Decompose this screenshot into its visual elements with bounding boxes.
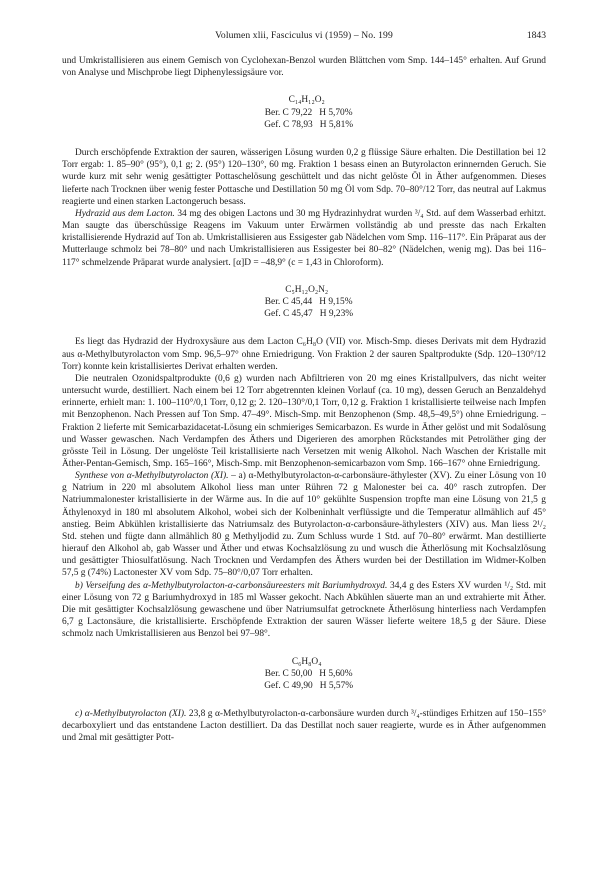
analysis-formula	[62, 82, 546, 143]
analysis-formula	[62, 272, 546, 333]
compound-formula: C₆H₈O₄	[291, 656, 322, 667]
paragraph-text: 34,4 g des Esters XV wurden ¹/₂ Std. mit einer Lösung von 72 g Bariumhydroxyd in 185 ml Wasser gekocht. Nach Abkühlen säuerte man an und extrahierte mit Äther. Die mit gesättigter Kochsalzlösung gewaschene und über Natriumsulfat getrocknete Ätherlösung hinterliess nach Verdampfen 6,7 g Lactonsäure, die kristallisierte. Erschöpfende Extraktion der sauren Wässer lieferte weitere 18,5 g der Säure. Diese schmolz nach Umkristallisieren aus Benzol bei 97–98°.	[62, 580, 547, 640]
calculated-values: Ber. C 79,22 H 5,70%	[264, 107, 353, 118]
analysis-formula	[62, 643, 546, 704]
paragraph-text: 23,8 g α-Methylbutyrolacton-α-carbonsäure wurden durch ³/₄-stündiges Erhitzen auf 150–155° decarboxyliert und das entstandene Lacton destilliert. Da das Destillat noch sauer reagierte, wurde es in Äther aufgenommen und 2mal mit gesättigter Pott-	[62, 709, 546, 744]
page-header	[62, 30, 546, 42]
paragraph-methylbutyrolacton	[62, 708, 546, 744]
found-values: Gef. C 49,90 H 5,57%	[264, 680, 354, 691]
paragraph-hydroxysaeure: Es liegt das Hydrazid der Hydroxysäure aus dem Lacton C₆H₈O (VII) vor. Misch-Smp. dieses Derivats mit dem Hydrazid aus α-Methylbutyrolacton vom Smp. 96,5–97° ohne Erniedrigung. Von Fraktion 2 der sauren Spaltprodukte (Sdp. 120–130°/12 Torr) konnte kein kristallisiertes Derivat erhalten werden.	[62, 337, 546, 372]
paragraph-verseifung	[62, 580, 546, 641]
section-lead: c) α-Methylbutyrolacton (XI).	[75, 709, 187, 720]
paragraph-text: – a) α-Methylbutyrolacton-α-carbonsäure-äthylester (XV). Zu einer Lösung von 10 g Natrium in 220 ml absolutem Alkohol liess man unter Rühren 72 g Malonester bei ca. 40° rasch zutropfen. Der Natriummalonester kristallisierte in der Wärme aus. In die auf 10° gekühlte Suspension tropfte man eine Lösung von 21,5 g Äthylenoxyd in 180 ml absolutem Alkohol, wobei sich der Kolbeninhalt verflüssigte und die Temperatur allmählich auf 45° anstieg. Beim Abkühlen kristallisierte das Natriumsalz des Butyrolacton-α-carbonsäure-äthylesters (XIV) aus. Man liess 2¹/₂ Std. stehen und fügte dann allmählich 80 g Methyljodid zu. Zum Schluss wurde 1 Std. auf 70–80° erwärmt. Man destillierte hierauf den Alkohol ab, gab Wasser und Äther und etwas Kochsalzlösung zu und wusch die Ätherlösung mit Kochsalzlösung und gesättigter Thiosulfatlösung. Nach Trocknen und Verdampfen des Äthers wurden bei der Destillation im Widmer-Kolben 57,5 g (74%) Lactonester XV vom Sdp. 75–80°/0,07 Torr erhalten.	[62, 471, 547, 579]
calculated-values: Ber. C 45,44 H 9,15%	[264, 296, 353, 307]
paragraph-intro: und Umkristallisieren aus einem Gemisch von Cyclohexan-Benzol wurden Blättchen vom Smp. 144–145° erhalten. Auf Grund von Analyse und Mischprobe liegt Diphenylessigsäure vor.	[62, 56, 546, 79]
found-values: Gef. C 45,47 H 9,23%	[264, 309, 354, 320]
section-lead: Hydrazid aus dem Lacton.	[75, 208, 175, 219]
compound-formula: C₅H₁₂O₂N₂	[285, 284, 329, 295]
compound-formula: C₁₄H₁₂O₂	[288, 95, 325, 106]
paragraph-text: 34 mg des obigen Lactons und 30 mg Hydrazinhydrat wurden ³/₄ Std. auf dem Wasserbad erhitzt. Man saugte das überschüssige Reagens im Vakuum unter Erwärmen vollständig ab und presste das nach Erkalten kristallisierende Hydrazid auf Ton ab. Umkristallisieren aus Essigester gab Nädelchen vom Smp. 116–117°. Ein Präparat aus der Mutterlauge schmolz bei 78–80° und nach Umkristallisieren aus Essigester bei 80–82° (Nädelchen, wenig mg). Das bei 116–117° schmelzende Präparat wurde analysiert. [α]D = –48,9° (c = 1,43 in Chloroform).	[62, 208, 546, 268]
section-lead: b) Verseifung des α-Methylbutyrolacton-α-carbonsäureesters mit Bariumhydroxyd.	[75, 580, 388, 591]
calculated-values: Ber. C 50,00 H 5,60%	[264, 668, 353, 679]
paragraph-hydrazid	[62, 208, 546, 269]
page-number: 1843	[526, 30, 546, 41]
paragraph-ozonid: Die neutralen Ozonidspaltprodukte (0,6 g) wurden nach Abfiltrieren von 20 mg eines Kristallpulvers, das nicht weiter untersucht wurde, destilliert. Nach einem bei 12 Torr abgetrennten kleinen Vorlauf (ca. 10 mg), dessen Geruch an Benzaldehyd erinnerte, erhielt man: 1. 100–110°/0,1 Torr, 0,12 g; 2. 120–130°/0,1 Torr, 0,12 g. Fraktion 1 kristallisierte teilweise nach Impfen mit Benzophenon. Nach Pressen auf Ton Smp. 47–49°. Misch-Smp. mit Benzophenon (Smp. 48,5–49,5°) ohne Erniedrigung. – Fraktion 2 lieferte mit Semicarbazidacetat-Lösung ein schmieriges Semicarbazon. Es wurde in Äther gelöst und mit Sodalösung und Wasser gewaschen. Nach Verdampfen des Äthers und Digerieren des amorphen Rückstandes mit Petroläther ging der grösste Teil in Lösung. Der ungelöste Teil kristallisierte nach Versetzen mit wenig Alkohol. Nach Waschen der Kristalle mit Äther-Pentan-Gemisch, Smp. 165–166°, Misch-Smp. mit Benzophenon-semicarbazon vom Smp. 166–167° ohne Erniedrigung.	[62, 373, 546, 469]
section-lead: Synthese von α-Methylbutyrolacton (XI).	[75, 471, 229, 482]
running-title: Volumen xlii, Fasciculus vi (1959) – No. 199	[215, 30, 393, 41]
paragraph-extraction: Durch erschöpfende Extraktion der sauren, wässerigen Lösung wurden 0,2 g flüssige Säure erhalten. Die Destillation bei 12 Torr ergab: 1. 85–90° (95°), 0,1 g; 2. (95°) 120–130°, 60 mg. Fraktion 1 besass einen an Butyrolacton erinnernden Geruch. Sie wurde kurz mit sehr wenig gesättigter Pottaschelösung geschüttelt und das nicht gelöste Öl in Äther aufgenommen. Dieses lieferte nach Trocknen über wenig fester Pottasche und Destillation 50 mg Öl vom Sdp. 70–80°/12 Torr, das neutral auf Lakmus reagierte und einen starken Lactongeruch besass.	[62, 148, 546, 207]
found-values: Gef. C 78,93 H 5,81%	[264, 119, 354, 130]
paragraph-synthese	[62, 470, 546, 579]
journal-page	[62, 30, 546, 745]
